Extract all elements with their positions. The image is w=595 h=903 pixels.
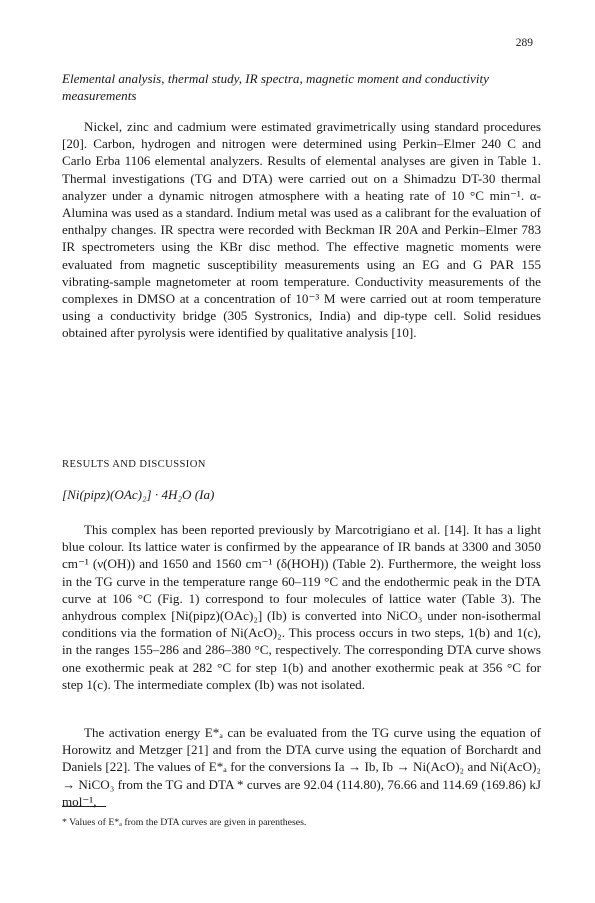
footnote-rule (62, 806, 106, 807)
page-number: 289 (515, 37, 533, 49)
methods-paragraph: Nickel, zinc and cadmium were estimated gravimetrically using standard procedures [20]. Carbon, hydrogen and nitrogen were determined using Perkin–Elmer 240 C and Carlo Erba 1106 elemental analyzers. Results of elemental analyses are given in Table 1. Thermal investigations (TG and DTA) were carried out on a Shimadzu DT-30 thermal analyzer under a dynamic nitrogen atmosphere with a heating rate of 10 °C min⁻¹. α-Alumina was used as a standard. Indium metal was used as a calibrant for the evaluation of enthalpy changes. IR spectra were recorded with Beckman IR 20A and Perkin–Elmer 783 IR spectrometers using the KBr disc method. The effective magnetic moments were evaluated from magnetic susceptibility measurements using an EG and G PAR 155 vibrating-sample magnetometer at room temperature. Conductivity measurements of the complexes in DMSO at a concentration of 10⁻³ M were carried out at room temperature using a conductivity bridge (305 Systronics, India) and dip-type cell. Solid residues obtained after pyrolysis were identified by qualitative analysis [10]. (62, 119, 541, 341)
compound-paragraph-2: The activation energy E*ₐ can be evaluated from the TG curve using the equation of Horowitz and Metzger [21] and from the DTA curve using the equation of Borchardt and Daniels [22]. The values of E*ₐ for the conversions Ia → Ib, Ib → Ni(AcO)₂ and Ni(AcO)₂ → NiCO₃ from the TG and DTA * curves are 92.04 (114.80), 76.66 and 114.69 (169.86) kJ mol⁻¹, (62, 725, 541, 809)
compound-paragraph-1: This complex has been reported previously by Marcotrigiano et al. [14]. It has a light blue colour. Its lattice water is confirmed by the appearance of IR bands at 3300 and 3050 cm⁻¹ (ν(OH)) and 1650 and 1560 cm⁻¹ (δ(HOH)) (Table 2). Furthermore, the weight loss in the TG curve in the temperature range 60–119 °C and the endothermic peak in the DTA curve at 106 °C (Fig. 1) correspond to four molecules of lattice water (Table 3). The anhydrous complex [Ni(pipz)(OAc)₂] (Ib) is converted into NiCO₃ under non-isothermal conditions via the formation of Ni(AcO)₂. This process occurs in two steps, 1(b) and 1(c), in the ranges 155–286 and 286–380 °C, respectively. The corresponding DTA curve shows one exothermic peak at 282 °C for step 1(b) and another exothermic peak at 356 °C for step 1(c). The intermediate complex (Ib) was not isolated. (62, 522, 541, 692)
compound-heading: [Ni(pipz)(OAc)₂] · 4H₂O (Ia) (62, 487, 215, 502)
section-heading-methods: Elemental analysis, thermal study, IR spectra, magnetic moment and conductivity measurements (62, 71, 489, 103)
results-heading: RESULTS AND DISCUSSION (62, 459, 206, 470)
footnote: * Values of E*ₐ from the DTA curves are given in parentheses. (62, 817, 307, 828)
